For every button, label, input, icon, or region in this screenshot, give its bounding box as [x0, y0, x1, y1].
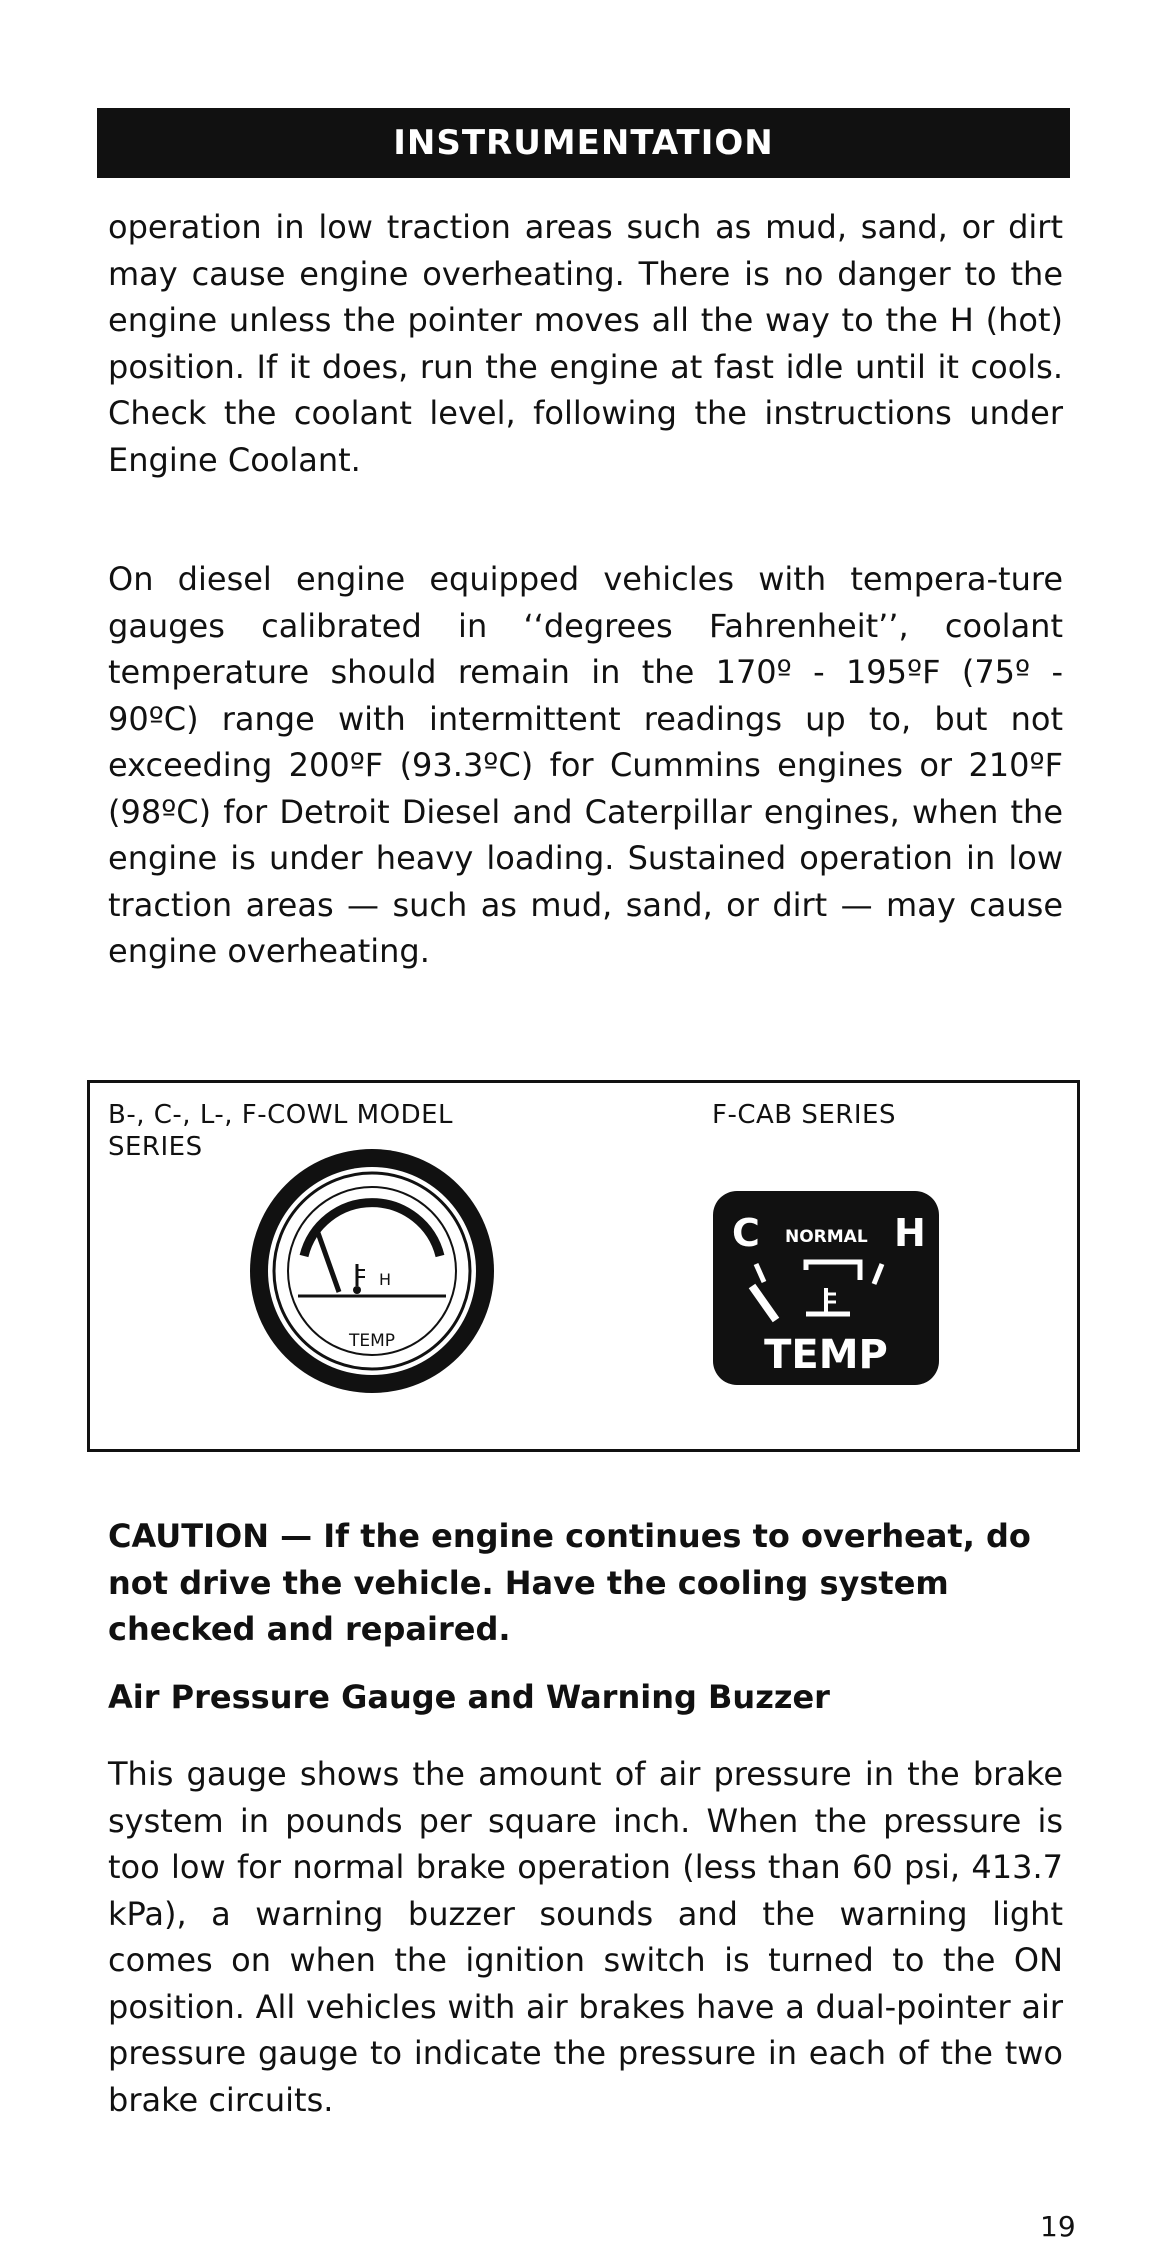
page-number: 19 — [1040, 2210, 1076, 2243]
figure-label-cab-series: F-CAB SERIES — [712, 1100, 896, 1130]
round-temp-gauge-icon — [247, 1146, 497, 1396]
figure-label-cowl-series: B-, C-, L-, F-COWL MODEL SERIES — [108, 1100, 453, 1162]
body-paragraph-1: operation in low traction areas such as mud, sand, or dirt may cause engine overheating. There is no danger to the engine unless the pointer moves all the way to the H (hot) position. If it does, run the engine at fast idle until it cools. Check the coolant level, following the instructions under Engine Coolant. — [108, 208, 1063, 479]
cab-gauge-c-mark: C — [732, 1211, 760, 1255]
cab-gauge-normal-text: NORMAL — [785, 1227, 868, 1247]
section-header: INSTRUMENTATION — [97, 108, 1070, 178]
cab-temp-gauge-icon — [710, 1188, 942, 1388]
body-paragraph-2: On diesel engine equipped vehicles with tempera-ture gauges calibrated in ‘‘degrees Fahrenheit’’, coolant temperature should remain in the 170º - 195ºF (75º - 90ºC) range with intermittent readings up to, but not exceeding 200ºF (93.3ºC) for Cummins engines or 210ºF (98ºC) for Detroit Diesel and Caterpillar engines, when the engine is under heavy loading. Sustained operation in low traction areas — such as mud, sand, or dirt — may cause engine overheating. — [108, 560, 1063, 970]
gauge-figure — [87, 1080, 1080, 1452]
cab-gauge-temp-label: TEMP — [764, 1332, 888, 1378]
round-gauge-h-mark: H — [379, 1270, 392, 1289]
round-gauge-temp-label: TEMP — [348, 1331, 396, 1351]
section-subheading: Air Pressure Gauge and Warning Buzzer — [108, 1678, 830, 1716]
cab-gauge-h-mark: H — [894, 1211, 926, 1255]
body-paragraph-3: This gauge shows the amount of air pressure in the brake system in pounds per square inch. When the pressure is too low for normal brake operation (less than 60 psi, 413.7 kPa), a warning buzzer sounds and the warning light comes on when the ignition switch is turned to the ON position. All vehicles with air brakes have a dual-pointer air pressure gauge to indicate the pressure in each of the two brake circuits. — [108, 1755, 1063, 2119]
caution-note: CAUTION — If the engine continues to overheat, do not drive the vehicle. Have the cooling system checked and repaired. — [108, 1517, 1031, 1648]
